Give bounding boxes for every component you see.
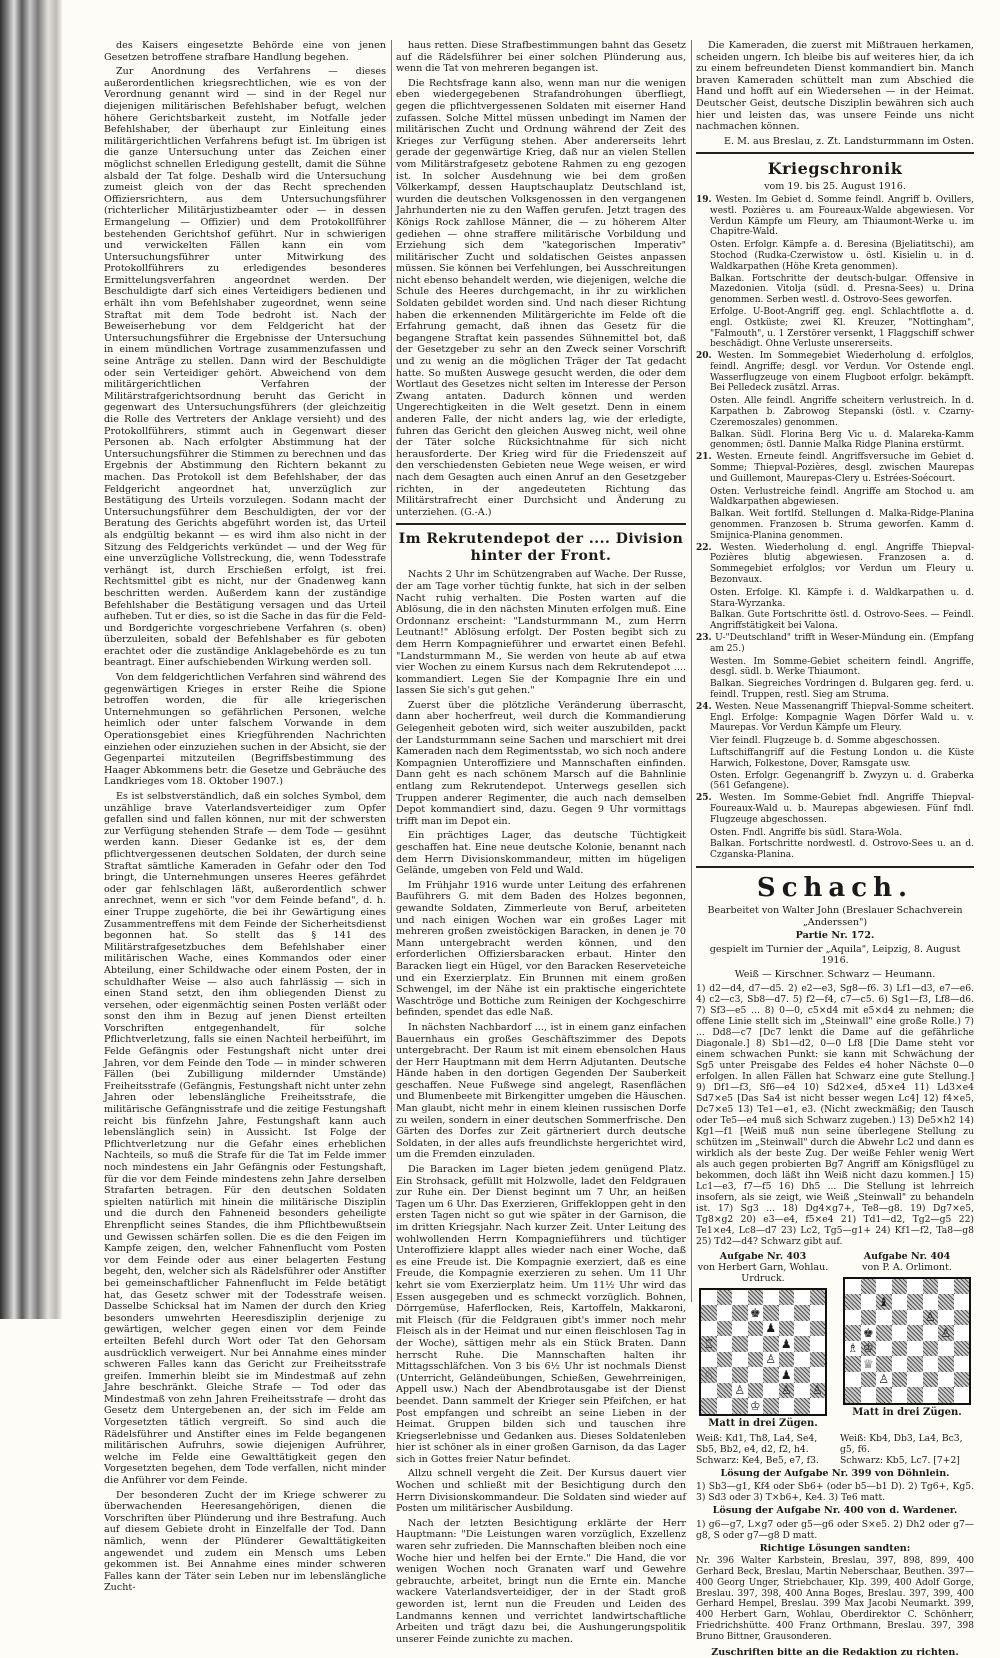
chronik-entry [696, 274, 974, 306]
board-square [923, 1356, 939, 1372]
chess-piece: ♖ [703, 1336, 715, 1351]
board-square [907, 1325, 923, 1341]
chess-problem-404 [840, 1251, 974, 1429]
problem2-pieces [840, 1433, 974, 1466]
board-square [748, 1321, 764, 1337]
board-square [732, 1290, 748, 1306]
board-square [938, 1310, 954, 1326]
board-square [701, 1290, 717, 1306]
chronik-entry [696, 543, 974, 586]
board-square [876, 1279, 892, 1295]
chronik-entry [696, 736, 974, 747]
board-square [907, 1279, 923, 1295]
board-square [845, 1325, 861, 1341]
chess-piece: ♟ [765, 1321, 777, 1336]
board-square [810, 1290, 826, 1306]
problem-note: Urdruck. [741, 1272, 785, 1284]
chronik-entry [696, 657, 974, 679]
board-square [938, 1279, 954, 1295]
board-square [717, 1321, 733, 1337]
chronik-date: 20. [696, 351, 712, 362]
board-square [794, 1367, 810, 1383]
board-square [954, 1387, 970, 1403]
chess-piece: ♝ [878, 1294, 890, 1309]
board-square [748, 1383, 764, 1399]
board-square [732, 1398, 748, 1414]
paragraph: Die Baracken im Lager bieten jedem genügend Platz. Ein Strohsack, gefüllt mit Holzwolle, ladet den Feldgrauen zur Ruhe ein. Der Dienst beginnt um 7 Uhr, an heißen Tagen um 6 Uhr. Das Exerzieren, Griffekloppen geht in den ersten Tagen nicht so gut wie später in der Garnison, die im dritten Kriegsjahr. Nach kurzer Zeit. Unter Leitung des wohlwollenden Herrn Kompagnieführers und tüchtiger Unteroffiziere klappt alles wieder nach einer Woche, daß es eine Freude ist. Die Kompagnie exerziert, daß es eine Freude, die Kompagnie exerzieren zu sehen. Um 11 Uhr kehrt sie vom Exerzierplatz heim. Um 11½ Uhr wird das Essen ausgegeben und es schmeckt vorzüglich. Bohnen, Dörrgemüse, Haferflocken, Reis, Kartoffeln, Makkaroni, mit Fleisch (für die Feldgrauen gibt's immer noch mehr Fleisch als in der Heimat und nur einen fleischlosen Tag in der Woche), sättigen mehr als ein Stück Braten. Dann herrscht Ruhe. Die Mannschaften halten ihr Mittagsschläfchen. Von 3 bis 6½ Uhr ist nochmals Dienst (Unterricht, Geländeübungen, Schießen, Gewehrreinigen, Appell usw.) Nach der Abendbrotausgabe ist der Dienst beendet. Dann sammelt der Krieger sein Pfeifchen, er hat Post empfangen und schreibt an seine Lieben in der Heimat. Gruppen bilden sich und tauschen ihre Kriegserlebnisse und Gedanken aus. Dieses Soldatenleben hier ist schöner als in einer großen Garnison, da das Lager sich in Gottes freier Natur befindet. [396, 1164, 686, 1465]
board-square [748, 1290, 764, 1306]
chronik-entry [696, 828, 974, 839]
chess-piece: ♙ [811, 1383, 823, 1398]
board-square [923, 1279, 939, 1295]
problem-author: von P. A. Orlimont. [862, 1261, 952, 1273]
board-square [763, 1398, 779, 1414]
board-square [701, 1383, 717, 1399]
chronik-entry [696, 487, 974, 509]
board-square [845, 1341, 861, 1357]
chronik-entry [696, 307, 974, 350]
board-square [748, 1367, 764, 1383]
chronik-subtitle: vom 19. bis 25. August 1916. [764, 181, 906, 193]
board-square [810, 1352, 826, 1368]
board-square [923, 1341, 939, 1357]
board-square [810, 1321, 826, 1337]
problem1-pieces [696, 1433, 830, 1466]
chronik-date: 25. [696, 793, 712, 804]
board-square [763, 1367, 779, 1383]
board-square [748, 1352, 764, 1368]
board-square [923, 1310, 939, 1326]
column-rule-2 [691, 40, 692, 1302]
column-rule-1 [391, 40, 392, 1302]
board-square [938, 1325, 954, 1341]
chronik-entry [696, 396, 974, 428]
board-square [717, 1367, 733, 1383]
board-square [748, 1336, 764, 1352]
board-square [701, 1321, 717, 1337]
chess-piece: ♙ [765, 1352, 777, 1367]
board-square [779, 1305, 795, 1321]
chronik-text: Erfolge. U-Boot-Angriff geg. engl. Schlachtflotte a. d. engl. Ostküste; zwei Kl. Kreuzer, "Nottingham", "Falmouth", u. 1 Zerstörer versenkt, 1 Flaggschiff schwer beschädigt. Ohne Verluste unsererseits. [710, 306, 974, 350]
board-square [892, 1279, 908, 1295]
column-middle [396, 40, 686, 1645]
board-square [892, 1372, 908, 1388]
chess-piece: ♙ [734, 1383, 746, 1398]
chronik-text: Osten. Fndl. Angriffe bis südl. Stara-Wola. [710, 827, 903, 838]
board-square [732, 1383, 748, 1399]
board-square [954, 1356, 970, 1372]
board-square [876, 1387, 892, 1403]
board-square [763, 1290, 779, 1306]
col3-intro: Die Kameraden, die zuerst mit Mißtrauen herkamen, scheiden ungern. Ich bleibe bis auf weiteres hier, da ich zu einem befreundeten Dienst kommandiert bin. Manch braven Kameraden schüttelt man zum Abschied die Hand und hofft auf ein Wiedersehen — in der Heimat. Deutscher Geist, deutsche Disziplin bewähren sich auch hier und leisten das, was unsere Feinde uns nicht nachmachen können. [696, 40, 974, 133]
board-square [861, 1325, 877, 1341]
board-square [923, 1372, 939, 1388]
board-square [732, 1367, 748, 1383]
chess-piece: ♔ [749, 1398, 761, 1413]
board-square [810, 1305, 826, 1321]
board-square [779, 1336, 795, 1352]
board-square [938, 1356, 954, 1372]
col3-signature: E. M. aus Breslau, z. Zt. Landsturmmann im Osten. [723, 135, 974, 147]
loesung1-title: Lösung der Aufgabe Nr. 399 von Döhnlein. [720, 1467, 950, 1479]
loesung2-text: 1) g6—g7, L×g7 oder g5—g6 oder S×e5. 2) Dh2 oder g7—g8, S oder g7—g8 D matt. [696, 1518, 974, 1541]
chronik-entry [696, 351, 974, 394]
chess-piece: ♙ [940, 1325, 952, 1340]
board-square [701, 1336, 717, 1352]
board-square [779, 1367, 795, 1383]
page-binding-edge [0, 0, 62, 1319]
board-square [779, 1290, 795, 1306]
chess-piece: ♚ [749, 1305, 761, 1320]
board-square [954, 1341, 970, 1357]
board-square [938, 1387, 954, 1403]
board-square [923, 1325, 939, 1341]
board-square [923, 1387, 939, 1403]
partie-title: Partie Nr. 172. [795, 930, 875, 942]
board-square [732, 1321, 748, 1337]
chronik-entry [696, 793, 974, 825]
board-square [732, 1305, 748, 1321]
problem-pieces [696, 1433, 974, 1468]
chronik-entry [696, 509, 974, 541]
board-square [861, 1372, 877, 1388]
board-square [845, 1310, 861, 1326]
board-square [845, 1387, 861, 1403]
board-square [907, 1341, 923, 1357]
problem-author: von Herbert Garn, Wohlau. [697, 1261, 829, 1273]
chess-board [699, 1288, 827, 1416]
chess-piece: ♗ [847, 1341, 859, 1356]
article-heading: Im Rekrutendepot der .... Division hinter der Front. [398, 531, 684, 565]
board-square [763, 1383, 779, 1399]
board-square [810, 1336, 826, 1352]
board-square [732, 1336, 748, 1352]
schach-editor: Bearbeitet von Walter John (Breslauer Schachverein „Anderssen") [707, 904, 963, 928]
chronik-entry [696, 452, 974, 484]
board-square [876, 1372, 892, 1388]
board-square [717, 1352, 733, 1368]
board-square [845, 1279, 861, 1295]
board-square [779, 1398, 795, 1414]
chronik-text: Balkan. Gute Fortschritte östl. d. Ostrovo-Sees. — Feindl. Angriffstätigkeit bei Valona. [710, 610, 974, 632]
board-square [907, 1356, 923, 1372]
chronik-text: Balkan. Weit fortlfd. Stellungen d. Malka-Ridge-Planina genommen. Franzosen b. Struma geworfen. Kamm d. Smijnica-Planina genommen. [710, 509, 974, 541]
board-square [938, 1372, 954, 1388]
chronik-entry [696, 610, 974, 632]
chronik-text: Osten. Erfolgr. Kämpfe a. d. Beresina (Bjeliatitschi), am Stochod (Rudka-Czerwistow u. östl. Kisielin u. in d. Waldkarpathen (Höhe Kreta genommen). [710, 240, 974, 272]
board-square [794, 1321, 810, 1337]
board-square [763, 1336, 779, 1352]
chess-piece: ♔ [862, 1341, 874, 1356]
board-square [794, 1383, 810, 1399]
schach-rule [696, 866, 974, 868]
chronik-entry [696, 195, 974, 238]
board-square [845, 1294, 861, 1310]
problem-caption: Matt in drei Zügen. [708, 1417, 818, 1429]
chronik-text: Westen. Im Somme-Gebiet scheitern feindl. Angriffe, desgl. südl. b. Werke Thiaumont. [710, 656, 974, 678]
board-square [748, 1398, 764, 1414]
board-square [954, 1325, 970, 1341]
board-square [892, 1341, 908, 1357]
paragraph: In nächsten Nachbardorf ..., ist in einem ganz einfachen Bauernhaus ein großes Geschäftszimmer des Depots untergebracht. Der Raum ist mit einem ebensolchen Haus der Herr Hauptmann mit dem Herrn Adjutanten. Deutsche Hände haben in den dortigen Gegenden Der Sauberkeit geschaffen. Neue Fußwege sind angelegt, Rasenflächen und Blumenbeete mit Birkengitter umgeben die Häuschen. Man glaubt, nicht mehr in einem kleinen russischen Dorfe zu weilen, sondern in einer deutschen Sommerfrische. Den Gärten des Dorfes zur Zeit gärtneriert durch deutsche Soldaten, in der alles aufs freundlichste hergerichtet wird, um die Fremden einzuladen. [396, 1021, 686, 1161]
chronik-text: Balkan. Südl. Florina Berg Vic u. d. Malareka-Kamm genommen; östl. Dannie Malka Ridge Planina erstürmt. [710, 429, 974, 451]
board-square [923, 1294, 939, 1310]
chronik-date: 21. [696, 452, 712, 463]
partie-players: Weiß — Kirschner. Schwarz — Heumann. [734, 968, 936, 980]
board-square [954, 1310, 970, 1326]
chronik-list [696, 195, 974, 861]
chronik-date: 19. [696, 194, 712, 205]
partie-sub: gespielt im Turnier der „Aquila", Leipzig, 8. August 1916. [709, 943, 961, 967]
chronik-date: 24. [696, 701, 712, 712]
chronik-entry [696, 748, 974, 770]
problem-title: Aufgabe Nr. 403 [719, 1250, 807, 1262]
col2-paragraphs-top [396, 40, 686, 518]
chronik-text: Vier feindl. Flugzeuge b. d. Somme abgeschossen. [710, 736, 941, 747]
board-square [938, 1341, 954, 1357]
board-square [763, 1352, 779, 1368]
newspaper-page [104, 40, 974, 1658]
problem1-schwarz: Schwarz: Ke4, Be5, e7, f3. [696, 1454, 819, 1466]
board-square [907, 1310, 923, 1326]
chronik-entry [696, 240, 974, 272]
chronik-entry [696, 679, 974, 701]
paragraph: Zur Anordnung des Verfahrens — dieses außerordentlichen kriegsrechtlichen, wie es von der Verordnung genannt wird — sind in der Regel nur diejenigen militärischen Befehlshaber befugt, welchen höhere Gerichtsbarkeit zusteht, im Notfalle jeder Befehlshaber, der überhaupt zur Einleitung eines militärgerichtlichen Verfahrens befugt ist. Im übrigen ist die ganze Untersuchung unter das Zeichen einer möglichst schnellen Erledigung gestellt, damit die Sühne alsbald der Tat folge. Deshalb wird die Untersuchung zumeist gleich von der das Recht sprechenden Offiziersrichtern, aus dem Untersuchungsführer (richterlicher Militärjustizbeamter oder — in dessen Ermangelung — Offizier) und dem Protokollführer bestehenden Gerichtshof geführt. Nur in schwierigen und verwickelten Fällen kann ein vom Untersuchungsführer unter Mitwirkung des Protokollführers zu erledigendes besonderes Ermittelungsverfahren angeordnet werden. Der Beschuldigte darf sich eines Verteidigers bedienen und erhält ihn vom Befehlshaber zugeordnet, wenn seine Straftat mit dem Tode bedroht ist. Nach der Beweiserhebung vor dem Feldgericht hat der Untersuchungsführer die Ergebnisse der Untersuchung in einem mündlichen Vortrage zusammenzufassen und seine Anträge zu stellen. Dann wird der Beschuldigte oder sein Verteidiger gehört. Abweichend von dem militärgerichtlichen Verfahren der Militärstrafgerichtsordnung beruht das Gericht in gegenwart des Untersuchungsführers (der gleichzeitig die Rolle des Vertreters der Anklage versieht) und des Protokollführers, stimmt auch in Gegenwart dieser Personen ab. Nach erfolgter Abstimmung hat der Untersuchungsführer die Stimmen zu berechnen und das Ergebnis der Abstimmung den Richtern bekannt zu machen. Das Protokoll ist dem Befehlshaber, der das Feldgericht angeordnet hat, unverzüglich zur Bestätigung des Urteils vorzulegen. Sodann macht der Untersuchungsführer dem Beschuldigten, der vor der Beratung des Gerichts abgeführt worden ist, das Urteil als endgültig bekannt — es wird ihm also nicht in der Sitzung des Feldgerichts verkündet — und der Weg für eine unverzügliche Vollstreckung, die, wenn Todesstrafe verhängt ist, durch Erschießen erfolgt, ist frei. Rechtsmittel gibt es nicht, nur der Gnadenweg kann beschritten werden. Außerdem kann der zuständige Befehlshaber die Bestätigung versagen und das Urteil aufheben. Tut er dies, so ist die Sache in das für die Feld- und Bordgerichte vorgeschriebene Verfahren (s. oben) überzuleiten, sobald der Befehlshaber es für geboten erachtet oder die zuständige Anklagebehörde es zu tun beantragt. Einer aufschiebenden Wirkung werden soll. [104, 66, 386, 669]
board-square [861, 1279, 877, 1295]
chess-piece: ♟ [780, 1367, 792, 1382]
board-square [845, 1372, 861, 1388]
chronik-entry [696, 430, 974, 452]
problem2-weiss: Weiß: Kb4, Db3, La4, Bc3, g5, f6. [840, 1432, 963, 1455]
paragraph: Der besonderen Zucht der im Kriege schwerer zu überwachenden Heeresangehörigen, dienen die Vorschriften über Plünderung und ihre Bestrafung. Auch auf diesem Gebiete droht in Einzelfalle der Tod. Dann nämlich, wenn der Plünderer Gewalttätigkeiten angewendet und zudem ein Mensch ums Leben gekommen ist. Bei Annahme eines minder schweren Falles kann der Täter sein Leben nur im lebenslängliche Zucht- [104, 1489, 386, 1594]
chronik-text: Luftschiffangriff auf die Festung London u. die Küste Harwich, Folkestone, Dover, Ramsgate usw. [710, 747, 974, 769]
chess-piece: ♙ [924, 1310, 936, 1325]
paragraph: Im Frühjahr 1916 wurde unter Leitung des erfahrenen Bauführers G. mit dem Baden des Holzes begonnen, gewandte Soldaten, Zimmerleute von Beruf, arbeiteten und nach einigen Wochen war ein großes Lager mit mehreren großen zweistöckigen Baracken, in denen je 70 Mann untergebracht werden können, und den erforderlichen Offiziersbaracken erbaut. Hinter den Baracken liegt ein Hügel, vor den Baracken Reserveteiche und ein Exerzierplatz. Ein Brunnen mit einem großen Schwengel, im der Nähe ist ein praktische eingerichtete Waschtröge und Bottiche zum Reinigen der Kochgeschirre befinden, spendet das edle Naß. [396, 879, 686, 1019]
problem-title: Aufgabe Nr. 404 [863, 1250, 951, 1262]
board-square [876, 1356, 892, 1372]
board-square [938, 1294, 954, 1310]
board-square [876, 1294, 892, 1310]
chronik-entry [696, 839, 974, 861]
chess-piece: ♚ [862, 1325, 874, 1340]
board-square [845, 1356, 861, 1372]
paragraph: Von dem feldgerichtlichen Verfahren sind während des gegenwärtigen Krieges in erster Reihe die Spione betroffen worden, die für alle kriegerischen Unternehmungen so gefährlichen Personen, welche heimlich oder unter falschem Vorwande in dem Operationsgebiet eines Kriegführenden Nachrichten einziehen oder einzuziehen suchen in der Absicht, sie der Gegenpartei mitzuteilen (Begriffsbestimmung des Haager Abkommens betr. die Gesetze und Gebräuche des Landkrieges vom 18. Oktober 1907.) [104, 672, 386, 788]
col1-paragraphs [104, 40, 386, 1594]
board-square [779, 1383, 795, 1399]
chronik-entry [696, 771, 974, 793]
board-square [794, 1290, 810, 1306]
board-square [701, 1305, 717, 1321]
board-square [717, 1398, 733, 1414]
board-square [810, 1367, 826, 1383]
board-square [861, 1387, 877, 1403]
board-square [954, 1372, 970, 1388]
paragraph: Allzu schnell vergeht die Zeit. Der Kursus dauert vier Wochen und schließt mit der Besichtigung durch den Herrn Divisionskommandeur. Die Soldaten sind wieder auf Posten um militärischer Ausbildung. [396, 1468, 686, 1515]
schach-title: Schach. [756, 872, 914, 903]
richtig-title: Richtige Lösungen sandten: [759, 1542, 911, 1554]
chess-piece: ♟ [780, 1336, 792, 1351]
chronik-text: Osten. Verlustreiche feindl. Angriffe am Stochod u. am Waldkarpathen abgewiesen. [710, 486, 974, 508]
board-square [907, 1372, 923, 1388]
paragraph: haus retten. Diese Strafbestimmungen bahnt das Gesetz auf die Rädelsführer bei einer solchen Plünderung aus, wenn die Tat von mehreren begangen ist. [396, 40, 686, 75]
chronik-text: Westen. Im Gebiet d. Somme feindl. Angriff b. Ovillers, westl. Pozières u. am Foureaux-Walde abgewiesen. Vor Verdun Kämpfe um Fleury, am Thiaumont-Werke u. im Chapitre-Wald. [710, 194, 974, 238]
chronik-text: Westen. Wiederholung d. engl. Angriffe Thiepval-Pozières blutig abgewiesen. Franzosen a. d. Sommegebiet erfolglos; vor Verdun um Fleury u. Bezonvaux. [710, 542, 974, 586]
board-square [794, 1305, 810, 1321]
board-square [907, 1387, 923, 1403]
board-square [892, 1294, 908, 1310]
paragraph: Nach der letzten Besichtigung erklärte der Herr Hauptmann: "Die Leistungen waren vorzüglich, Exzellenz waren sehr zufrieden. Die Mannschaften bleiben noch eine Woche hier und helfen bei der Ernte." Die Hand, die vor wenigen Wochen noch Granaten warf und Gewehre gebrauchte, arbeitet, bringt nun die Ernte ein. Manche wackere Vaterlandsverteidiger, der in der Stadt groß geworden ist, lernt nun die Freuden und Leiden des Landmanns kennen und verrichtet landwirtschaftliche Arbeiten und trägt dazu bei, die Aushungerungspolitik unserer Feinde zunichte zu machen. [396, 1517, 686, 1645]
column-right [696, 40, 974, 1658]
column-left [104, 40, 386, 1594]
board-square [876, 1325, 892, 1341]
board-square [907, 1294, 923, 1310]
chess-piece: ♙ [878, 1372, 890, 1387]
paragraph: Es ist selbstverständlich, daß ein solches Symbol, dem unzählige brave Vaterlandsverteidiger zum Opfer gefallen sind und fallen können, nur mit der schwersten zur Verfügung stehenden Strafe — dem Tode — gesühnt werden kann. Dieser Gedanke ist es, der dem pflichtvergessenen deutschen Soldaten, der durch seine Straftat sämtliche Kameraden in Gefahr oder den Tod bringt, die Unternehmungen unseres Heeres gefährdet oder gar fehlschlagen läßt, außerordentlich schwer anrechnet, wenn er sich "vor dem Feinde befand", d. h. einer Truppe zugehörte, die bei ihr Gewärtigung eines Zusammentreffens mit dem Feinde der Sicherheitsdienst begonnen hat. So stellt das § 141 des Militärstrafgesetzbuches dem Befehlshaber einer militärischen Wache, eines Kommandos oder einer Abteilung, einer Schildwache oder einem Posten, der in schuldhafter Weise — also auch fahrlässig — sich in einen Stand setzt, den ihm obliegenden Dienst zu versehen, oder eigenmächtig seinen Posten verläßt oder sonst den ihm in Bezug auf jenen Dienst erteilten Vorschriften entgegenhandelt, für solche Pflichtverletzung, falls sie einen Nachteil herbeiführt, im Felde Gefängnis oder Festungshaft nicht unter drei Jahren, vor dem Feinde den Tode — in minder schweren Fällen (bei Zubilligung mildernder Umstände) Freiheitsstrafe (Gefängnis, Festungshaft nicht unter zehn Jahren oder lebenslängliche Freiheitsstrafe, die militärische Gefängnisstrafe und die zeitige Festungshaft reicht bis fünfzehn Jahre, Festungshaft kann auch lebenslänglich sein) in Aussicht. Ist Folge der Pflichtverletzung nur die Gefahr eines erheblichen Nachteils, so muß die Strafe für die Tat im Felde immer noch mindestens ein Jahr Gefängnis oder Festungshaft, für die vor dem Feinde mindestens zehn Jahre derselben Strafarten betragen. Für den deutschen Soldaten spielten natürlich mit hinein die militärische Disziplin und die durch den Fahneneid besonders geheiligte Ehrenpflicht seines Standes, die ihm Pflichtbewußtsein und Gewissen schärfen sollen. Die es die den Feigen im Kampfe zeigen, den, welcher Fahnenflucht vom Posten vor dem Feinde oder aus einer belagerten Festung begeht, den, welcher sich als Rädelsführer oder Anstifter bei gemeinschaftlicher Fahnenflucht im Felde betätigt hat, das Gesetz schwer mit der Todesstrafe weisen. Dasselbe Schicksal hat im Namen der durch den Krieg besonders umwehrten Heeresdisziplin derjenige zu gewärtigen, welcher gegen einen vor dem Feinde erteilten Befehl durch Wort oder Tat den Gehorsam ausdrücklich verweigert. Nur bei Annahme eines minder schweren Falles kann das Gericht zur Freiheitsstrafe greifen. Immerhin bleibt sie im Mindestmaß auf zehn Jahre beschränkt. Gleiche Strafe — Tod oder das Mindestmaß von zehn Jahren Freiheitsstrafe — droht das Gesetz dem Untergebenen an, der sich im Felde am Vorgesetzten tätlich vergreift. So sind auch die Rädelsführer und Anstifter eines im Felde begangenen militärischen Aufruhrs, sowie diejenigen Aufrührer, welche im Felde eine Gewalttätigkeit gegen den Vorgesetzten begehen, dem Tode verfallen, nicht minder die Anführer vor dem Feinde. [104, 791, 386, 1487]
richtig-text: Nr. 396 Walter Karbstein, Breslau, 397, 898, 899, 400 Gerhard Beck, Breslau, Martin Neberschaar, Beuthen. 397—400 Georg Unger, Striebchauer, Klp. 399, 400 Adolf Gorge, Breslau. 397, 398, 400 Anna Boges, Breslau. 397, 399, 400 Gerhard Hempel, Breslau. 399 Max Jacobi Neumarkt. 399, 400 Herbert Garn, Wohlau, Oberdirektor C. Schönherr, Friedrichshütte. 400 Franz Orthmann, Breslau. 397, 398 Bruno Bittner, Grausonderen. [696, 1556, 974, 1642]
chess-problems [696, 1251, 974, 1429]
chronik-date: 22. [696, 542, 712, 553]
chronik-entry [696, 633, 974, 655]
chess-piece: ♘ [703, 1367, 715, 1382]
paragraph: Nachts 2 Uhr im Schützengraben auf Wache. Der Russe, der am Tage vorher tüchtig funkte, hat sich in der selben Nacht ruhig verhalten. Die Posten warten auf die Ablösung, die in den nächsten Minuten erfolgen muß. Eine Ordonnanz erscheint: "Landsturmmann M., zum Herrn Leutnant!" Ablösung erfolgt. Der Posten begibt sich zu dem Herrn Kompagnieführer und erwartet einen Befehl. "Landsturmmann M., Sie werden von heute ab auf etwa vier Wochen zu einem Kursus nach dem Rekrutendepot .... kommandiert. Legen Sie der Kompagnie Ihre ein und lassen Sie sich's gut gehen." [396, 569, 686, 697]
chronik-text: Westen. Im Somme-Gebiet fndl. Angriffe Thiepval-Foureaux-Wald u. b. Maurepas abgewiesen. Fünf fndl. Flugzeuge abgeschossen. [710, 793, 974, 825]
board-square [779, 1352, 795, 1368]
board-square [861, 1341, 877, 1357]
problem1-weiss: Weiß: Kd1, Th8, La4, Se4, Sb5, Bb2, e4, d2, f2, h4. [696, 1432, 818, 1455]
col2-paragraphs-bottom [396, 569, 686, 1645]
loesung1-text: 1) Sb3—g1, Kf4 oder Sb6+ (oder b5—b1 D). 2) Tg6+, Kg5. 3) Sd3 oder 3) T×b6+, Ke4. 3) Te6 matt. [696, 1481, 974, 1504]
chronik-text: Balkan. Fortschritte nordwestl. d. Ostrovo-Sees u. an d. Czganska-Planina. [710, 839, 974, 861]
board-square [810, 1398, 826, 1414]
board-square [763, 1305, 779, 1321]
board-square [810, 1383, 826, 1399]
section-rule [396, 523, 686, 525]
chronik-text: Balkan. Siegreiches Vordringen d. Bulgaren geg. ferd. u. feindl. Truppen, restl. Sieg am Struma. [710, 679, 974, 700]
board-square [861, 1310, 877, 1326]
board-square [701, 1398, 717, 1414]
board-square [732, 1352, 748, 1368]
board-square [717, 1336, 733, 1352]
board-square [717, 1383, 733, 1399]
chess-piece: ♕ [862, 1356, 874, 1371]
chess-board [843, 1277, 971, 1405]
partie-text: 1) d2—d4, d7—d5. 2) e2—e3, Sg8—f6. 3) Lf1—d3, e7—e6. 4) c2—c3, Sb8—d7. 5) f2—f4, c7—c5. 6) Sg1—f3, Lf8—d6. 7) Sf3—e5 ... 8) 0—0, c5×d4 mit e5×d4 zu nehmen; die offene Linie stellt sich im „Steinwall" eine große Rolle.) 7) ... Dd8—c7 [Dc7 lenkt die Dame auf die gefährliche Diagonale.] 8) Sb1—d2, 0—0 Lf8 [Die Dame steht vor einem schwachen Punkt: sie kann mit Schwächung der Sg5 unter Preisgabe des Feldes e4 hoher Nächste 0—0 erfolgen. In allen Fällen hat Schwarz eine gute Stellung.] 9) Df1—f3, Sf6—e4 10) Sd2×e4, d5×e4 11) Ld3×e4 Sd7×e5 [Das Sa4 ist nicht besser wegen Lc4] 12) f4×e5, Dc7×e5 13) Te1—e1, e3. (Nicht zweckmäßig; den Tausch oder Te5—e4 muß sich Schwarz zugeben.) 13) De5×h2 14) Kg1—f1 [Weiß muß nun seine überlegene Stellung zu schützen im „Steinwall" durch die Abwehr Lc2 und dann es wirklich als der beste Zug. Der weiße Fehler wenig Wert als auch gegen probierten Bg7 Angriff am Königsflügel zu bekommen, doch läßt ihn Weiß nicht dazu kommen.] 15) Lc1—e3, f7—f5 16) Dh5 ... Die Stellung ist lehrreich insofern, als sie zeigt, wie Weiß „Steinwall" zu behandeln ist. 17) Sg3 ... 18) Dg4×g7+, Te8—g8. 19) Dg7×e5, Tg8×g2 20) e3—e4, f5×e4 21) Td1—d2, Tg2—g5 22) Te1×e4, Lc8—d7 23) Lc2, Tg5—g1+ 24) Kf1—f2, Ta8—g8 25) Td2—d4? Schwarz gibt auf. [696, 982, 974, 1247]
board-square [892, 1310, 908, 1326]
paragraph: des Kaisers eingesetzte Behörde eine von jenen Gesetzen betroffene strafbare Handlung begehen. [104, 40, 386, 63]
paragraph: Ein prächtiges Lager, das deutsche Tüchtigkeit geschaffen hat. Eine neue deutsche Kolonie, benannt nach dem Herrn Divisionskommandeur, mitten im hügeligen Gelände, umgeben von Feld und Wald. [396, 830, 686, 877]
chronik-text: Westen. Neue Massenangriff Thiepval-Somme scheitert. Engl. Erfolge: Kompagnie Wagen Dörfer Wald u. v. Maurepas. Vor Verdun Kämpfe um Fleury. [710, 701, 974, 734]
problem-caption: Matt in drei Zügen. [852, 1406, 962, 1418]
board-square [892, 1356, 908, 1372]
board-square [748, 1305, 764, 1321]
board-square [794, 1336, 810, 1352]
board-square [794, 1352, 810, 1368]
board-square [717, 1305, 733, 1321]
problem2-schwarz: Schwarz: Kb5, Lc7. [7+2] [840, 1454, 960, 1466]
chronik-rule [696, 152, 974, 154]
chronik-text: U-"Deutschland" trifft in Weser-Mündung ein. (Empfang am 25.) [710, 633, 974, 654]
board-square [701, 1352, 717, 1368]
board-square [779, 1321, 795, 1337]
board-square [892, 1325, 908, 1341]
board-square [954, 1279, 970, 1295]
chronik-title: Kriegschronik [767, 159, 903, 179]
board-square [763, 1321, 779, 1337]
board-square [717, 1290, 733, 1306]
chronik-text: Osten. Alle feindl. Angriffe scheitern verlustreich. In d. Karpathen b. Zabrowog Stepanski (östl. v. Czarny-Czeremoszales) genommen. [710, 396, 974, 428]
board-square [861, 1294, 877, 1310]
chronik-text: Balkan. Fortschritte der deutsch-bulgar. Offensive in Mazedonien. Vitolja (südl. d. Presna-Sees) u. Drina genommen. Serben westl. d. Ostrovo-Sees geworfen. [710, 273, 974, 306]
chronik-entry [696, 588, 974, 610]
board-square [892, 1387, 908, 1403]
board-square [701, 1367, 717, 1383]
board-square [861, 1356, 877, 1372]
chess-problem-403 [696, 1251, 830, 1429]
chronik-text: Osten. Erfolgr. Gegenangriff b. Zwyzyn u. d. Graberka (561 Gefangene). [710, 770, 974, 792]
chronik-entry [696, 702, 974, 734]
paragraph: Zuerst über die plötzliche Veränderung überrascht, dann aber hocherfreut, weil durch die Kommandierung Gelegenheit geboten wird, sich weiter auszubilden, packt der Landsturmmann seine Sachen und marschiert mit drei Kameraden nach dem Regimentsstab, wo sich noch andere Kompagnien Unteroffiziere und Mannschaften einfinden. Dann geht es nach schönem Marsch auf die Bahnlinie entlang zum Rekrutendepot. Unterwegs gesellen sich Truppen anderer Regimenter, die auch nach demselben Depot kommandiert sind, dazu. Gegen 9 Uhr vormittags trifft man im Depot ein. [396, 699, 686, 827]
chronik-text: Osten. Erfolge. Kl. Kämpfe i. d. Waldkarpathen u. d. Stara-Wyrzanka. [710, 587, 974, 609]
chess-piece: ♙ [780, 1383, 792, 1398]
chronik-text: Westen. Im Sommegebiet Wiederholung d. erfolglos, feindl. Angriffe; desgl. vor Verdun. Vor Ostende engl. Wasserflugzeuge von einem Flugboot erfolgr. bekämpft. Bei Pelledeck zusätzl. Arras. [710, 351, 974, 394]
chronik-date: 23. [696, 633, 712, 644]
chronik-text: Westen. Erneute feindl. Angriffsversuche im Gebiet d. Somme; Thiepval-Pozières, desgl. zwischen Maurepas und Guillemont, Maurepas-Clery u. Estrées-Soécourt. [710, 452, 974, 484]
board-square [954, 1294, 970, 1310]
footer-note: Zuschriften bitte an die Redaktion zu richten. [711, 1646, 959, 1658]
paragraph: Die Rechtsfrage kann also, wenn man nur die wenigen eben wiedergegebenen Strafandrohungen überfliegt, gegen die pflichtvergessenen Soldaten mit eiserner Hand zufassen. Solche Mittel müssen unbedingt im Namen der militärischen Zucht und Ordnung während der Zeit des Krieges zur Verfügung stehen. Aber andererseits lehrt gerade der gegenwärtige Krieg, daß nur an vielen Stellen vom Militärstrafgesetz gebotene Rahmen zu eng gezogen ist. In solcher Ausdehnung wie bei dem großen Völkerkampf, dessen Hauptschauplatz Deutschland ist, wurden die deutschen Volksgenossen in den vergangenen Jahrhunderten nie zu den Waffen gerufen. Jetzt tragen des Königs Rock zahllose Männer, die — zu höherem Alter gediehen — ohne straffere militärische Vorbildung und Erziehung sich dem "kategorischen Imperativ" militärischer Zucht und soldatischen Geistes anpassen müssen. Sie können bei Verfehlungen, bei Ausschreitungen nicht ebenso behandelt werden, wie diejenigen, welche die Schule des Heeres durchgemacht, in ihr zu wirklichen Soldaten gebildet worden sind. Und nach dieser Richtung haben die erkennenden Militärgerichte im Felde oft die Erfahrung gemacht, daß ihnen das Gesetz für die begangene Straftat kein passendes Sühnemittel bot, daß der Gesetzgeber zu sehr an den Zweck seiner Vorschrift und zu wenig an die möglichen Träger der Tat gedacht hatte. So mußten Auswege gesucht werden, die oder dem Wortlaut des Gesetzes nicht selten im Interesse der Person Zwang antaten. Dadurch können und werden Ungerechtigkeiten in die Welt gesetzt. Denn in einem anderen Falle, der nicht anders lag, wie der erledigte, fuhren das Gericht den gleichen Ausweg nicht, weil ohne der Täter solche Rücksichtnahme für sich nicht herausforderte. Der Krieg wird für die Friedenszeit auf den verschiedensten Gebieten neue Wege weisen, er wird nach dem Gesagten auch einen Anruf an den Gesetzgeber richten, in der angedeuteten Richtung das Militärstrafrecht einer Durchsicht und Änderung zu unterziehen. (G.-A.) [396, 77, 686, 518]
board-square [794, 1398, 810, 1414]
board-square [876, 1310, 892, 1326]
board-square [876, 1341, 892, 1357]
loesung2-title: Lösung der Aufgabe Nr. 400 von d. Wardener. [712, 1505, 958, 1517]
